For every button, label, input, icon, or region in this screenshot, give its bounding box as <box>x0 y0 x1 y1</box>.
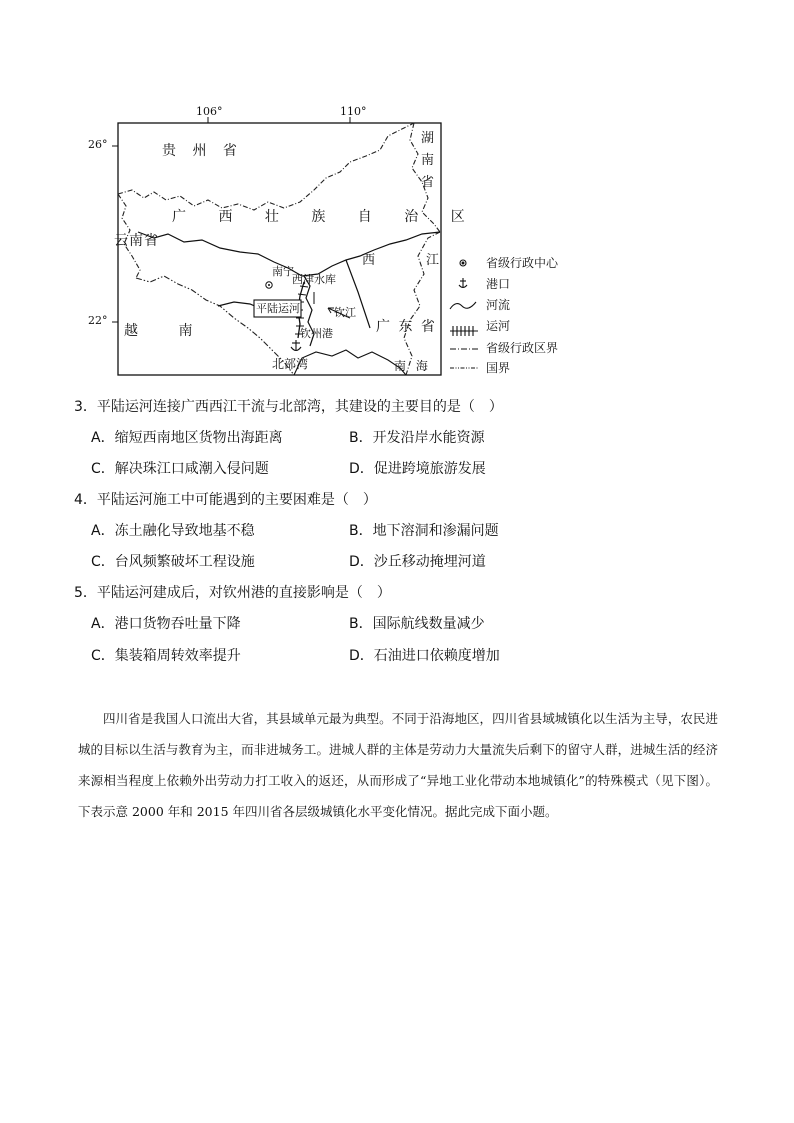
label-guangdong: 广 东 省 <box>376 319 437 335</box>
label-xijin-reservoir: 西津水库 <box>292 273 336 286</box>
legend-capital-dot-icon <box>460 260 466 266</box>
legend-label-national-border: 国界 <box>486 361 511 375</box>
legend-label-canal: 运河 <box>486 319 511 333</box>
label-qinjiang: 钦江 <box>334 306 356 319</box>
option-d[interactable]: D．沙丘移动掩埋河道 <box>349 554 486 570</box>
lon-label-106: 106° <box>196 105 223 118</box>
legend-canal-icon <box>450 326 478 336</box>
label-south-china-sea: 南 海 <box>394 359 431 373</box>
label-qinzhou-port: 钦州港 <box>300 327 333 340</box>
coastline <box>294 350 406 375</box>
legend-label-river: 河流 <box>486 298 511 312</box>
legend-icons <box>450 260 478 368</box>
legend-anchor-icon <box>459 278 467 288</box>
option-c[interactable]: C．集装箱周转效率提升 <box>91 648 241 664</box>
option-c[interactable]: C．解决珠江口咸潮入侵问题 <box>91 461 269 477</box>
option-a[interactable]: A．港口货物吞吐量下降 <box>91 616 241 632</box>
lon-label-110: 110° <box>340 105 367 118</box>
legend-label-province-border: 省级行政区界 <box>486 341 559 355</box>
map-figure <box>88 106 578 382</box>
question-stem: 4．平陆运河施工中可能遇到的主要困难是（ ） <box>74 492 377 508</box>
label-pinglu-canal: 平陆运河 <box>256 302 300 315</box>
lat-label-26: 26° <box>88 138 108 151</box>
reading-passage: 四川省是我国人口流出大省，其县域单元最为典型。不同于沿海地区，四川省县域城镇化以生活为主导，农民进城的目标以生活与教育为主，而非进城务工。进城人群的主体是劳动力大量流失后剩下的留守人群，进城生活的经济来源相当程度上依赖外出劳动力打工收入的返还，从而形成了“异地工业化带动本地城镇化”的特殊模式（见下图）。下表示意 2000 年和 2015 年四川省各层级城镇化水平变化情况。据此完成下面小题。 <box>78 711 718 819</box>
legend-label-port: 港口 <box>486 277 511 291</box>
label-vietnam: 越 南 <box>124 323 211 339</box>
option-c[interactable]: C．台风频繁破坏工程设施 <box>91 554 255 570</box>
label-hunan: 湖南省 <box>421 131 435 190</box>
option-b[interactable]: B．国际航线数量减少 <box>349 616 485 632</box>
lat-label-22: 22° <box>88 314 108 327</box>
label-yunnan: 云南省 <box>114 233 159 249</box>
label-xijiang-xi: 西 <box>362 253 376 268</box>
option-b[interactable]: B．开发沿岸水能资源 <box>349 430 485 446</box>
option-d[interactable]: D．促进跨境旅游发展 <box>349 461 486 477</box>
option-b[interactable]: B．地下溶洞和渗漏问题 <box>349 523 499 539</box>
question-stem: 3．平陆运河连接广西西江干流与北部湾，其建设的主要目的是（ ） <box>74 399 503 415</box>
question-stem: 5．平陆运河建成后，对钦州港的直接影响是（ ） <box>74 585 391 601</box>
nanning-capital-marker <box>266 282 272 288</box>
legend-label-capital: 省级行政中心 <box>486 256 559 270</box>
qinzhou-port-anchor <box>291 340 301 351</box>
label-beibu-gulf: 北部湾 <box>272 357 309 371</box>
option-d[interactable]: D．石油进口依赖度增加 <box>349 648 500 664</box>
option-a[interactable]: A．缩短西南地区货物出海距离 <box>91 430 283 446</box>
legend-river-icon <box>450 302 476 309</box>
label-guizhou: 贵 州 省 <box>162 143 243 159</box>
label-nanning: 南宁 <box>272 265 294 278</box>
option-a[interactable]: A．冻土融化导致地基不稳 <box>91 523 255 539</box>
label-xijiang-jiang: 江 <box>426 253 440 268</box>
label-guangxi: 广 西 壮 族 自 治 区 <box>172 209 479 225</box>
